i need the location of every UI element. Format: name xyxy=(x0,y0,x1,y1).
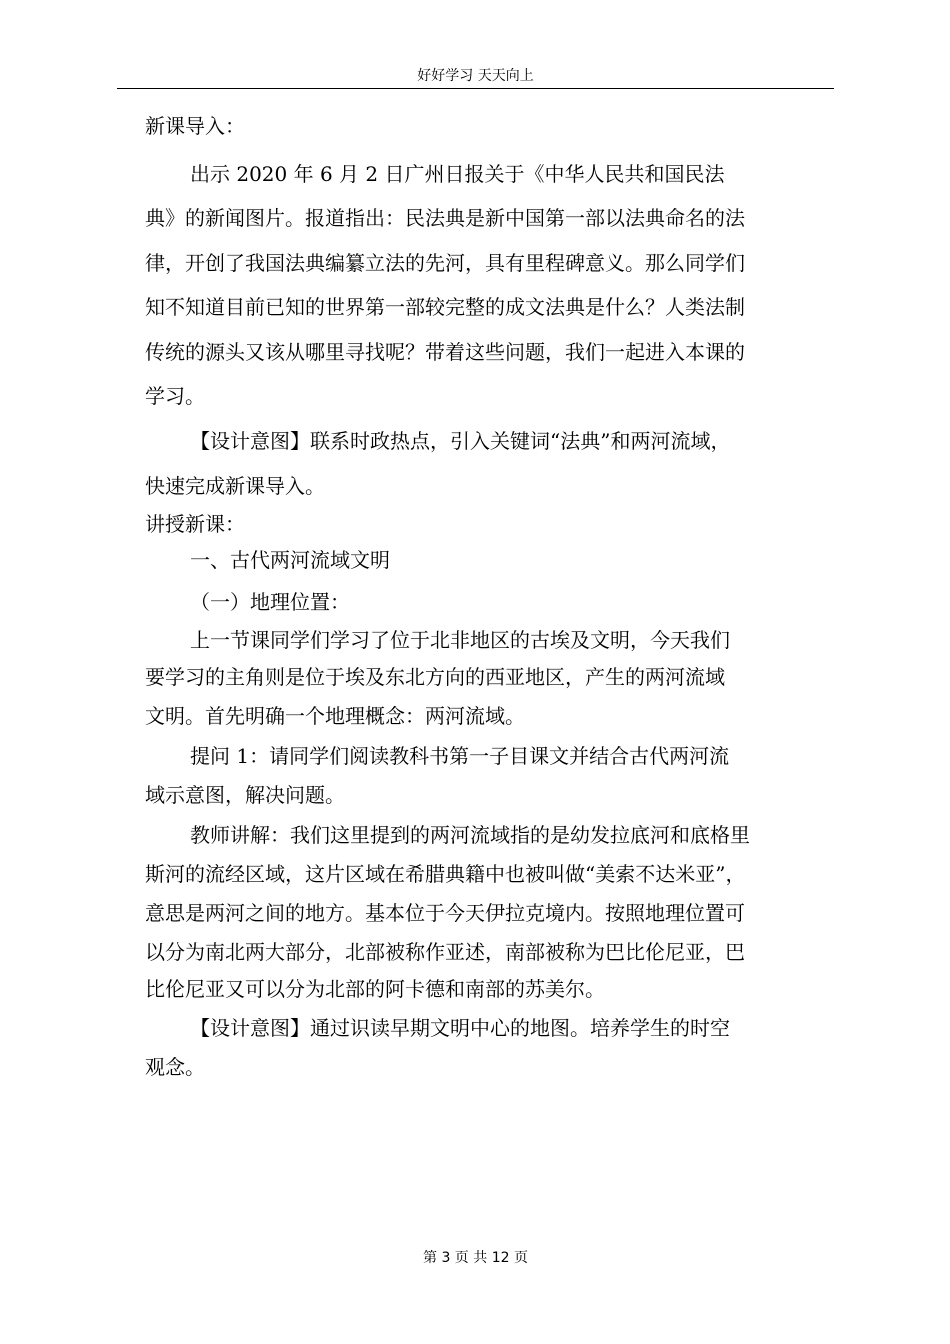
paragraph-line: 文明。首先明确一个地理概念：两河流域。 xyxy=(145,704,525,728)
paragraph-line: 律，开创了我国法典编纂立法的先河，具有里程碑意义。那么同学们 xyxy=(145,251,745,275)
paragraph-line: 斯河的流经区域，这片区域在希腊典籍中也被叫做“美索不达米亚”， xyxy=(145,862,746,886)
paragraph-line: 学习。 xyxy=(145,384,205,408)
header-divider xyxy=(117,88,834,89)
paragraph-line: 以分为南北两大部分，北部被称作亚述，南部被称为巴比伦尼亚，巴 xyxy=(145,940,745,964)
subsection-heading: （一）地理位置： xyxy=(190,590,350,614)
paragraph-line: 出示 2020 年 6 月 2 日广州日报关于《中华人民共和国民法 xyxy=(190,162,725,186)
paragraph-line: 教师讲解：我们这里提到的两河流域指的是幼发拉底河和底格里 xyxy=(190,823,750,847)
question-line: 提问 1：请同学们阅读教科书第一子目课文并结合古代两河流 xyxy=(190,744,730,768)
paragraph-line: 知不知道目前已知的世界第一部较完整的成文法典是什么？人类法制 xyxy=(145,295,745,319)
section-heading-lecture: 讲授新课： xyxy=(145,512,245,536)
paragraph-line: 上一节课同学们学习了位于北非地区的古埃及文明，今天我们 xyxy=(190,628,730,652)
design-intent-line: 观念。 xyxy=(145,1055,205,1079)
paragraph-line: 意思是两河之间的地方。基本位于今天伊拉克境内。按照地理位置可 xyxy=(145,901,745,925)
page-header: 好好学习 天天向上 xyxy=(417,68,534,84)
design-intent-line: 【设计意图】联系时政热点，引入关键词“法典”和两河流域， xyxy=(190,429,731,453)
page-footer: 第 3 页 共 12 页 xyxy=(423,1250,528,1266)
subsection-heading: 一、古代两河流域文明 xyxy=(190,548,390,572)
section-heading-intro: 新课导入： xyxy=(145,114,245,138)
paragraph-line: 传统的源头又该从哪里寻找呢？带着这些问题，我们一起进入本课的 xyxy=(145,340,745,364)
design-intent-line: 快速完成新课导入。 xyxy=(145,474,325,498)
design-intent-line: 【设计意图】通过识读早期文明中心的地图。培养学生的时空 xyxy=(190,1016,730,1040)
paragraph-line: 比伦尼亚又可以分为北部的阿卡德和南部的苏美尔。 xyxy=(145,977,605,1001)
paragraph-line: 要学习的主角则是位于埃及东北方向的西亚地区，产生的两河流域 xyxy=(145,665,725,689)
paragraph-line: 典》的新闻图片。报道指出：民法典是新中国第一部以法典命名的法 xyxy=(145,206,745,230)
question-line: 域示意图，解决问题。 xyxy=(145,783,345,807)
